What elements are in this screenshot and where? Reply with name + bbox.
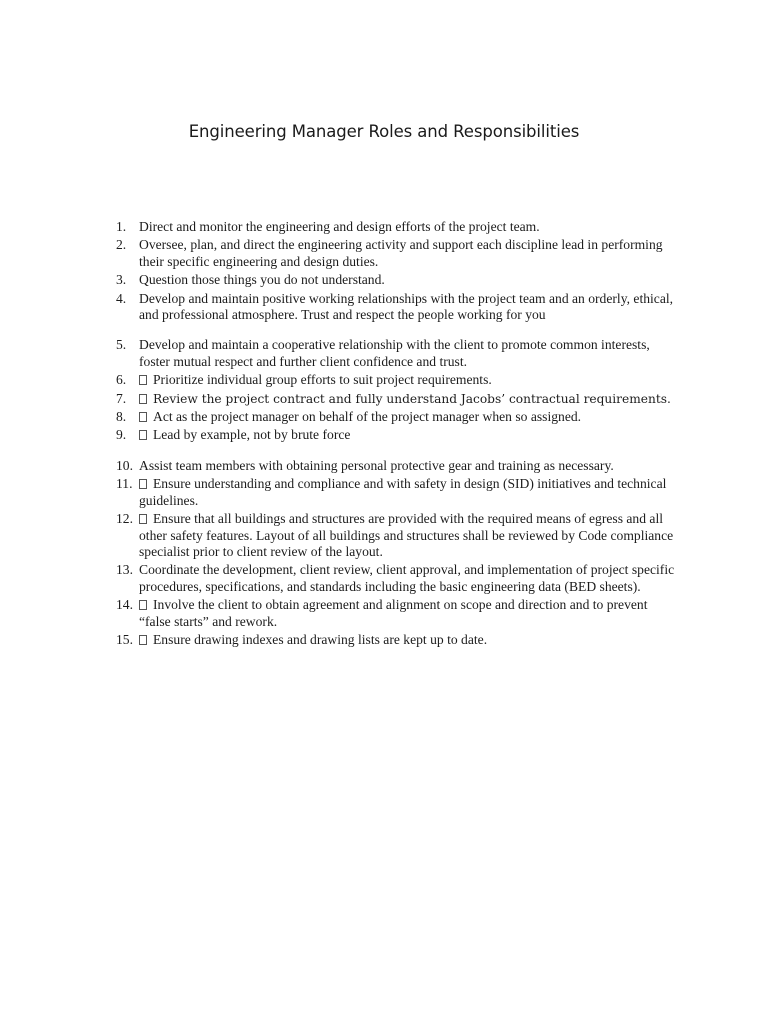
item-text-wrapper <box>139 511 676 560</box>
item-text-wrapper <box>139 391 676 407</box>
item-text-wrapper <box>139 409 676 425</box>
item-number: 15. <box>116 631 133 647</box>
item-number: 8. <box>116 409 127 425</box>
item-text: Question those things you do not understand. <box>139 272 385 288</box>
item-text: Ensure that all buildings and structures are provided with the required means of egress and all other safety features. Layout of all buildings and structures shall be reviewed by Code compliance specialist prior to client review of the layout. <box>139 511 674 559</box>
item-number: 14. <box>116 597 133 613</box>
item-text: Ensure drawing indexes and drawing lists are kept up to date. <box>153 631 488 647</box>
list-item <box>116 219 676 235</box>
item-text: Develop and maintain a cooperative relationship with the client to promote common interests, foster mutual respect and further client confidence and trust. <box>139 337 650 369</box>
item-number: 4. <box>116 290 127 306</box>
list-item <box>116 409 676 425</box>
item-number: 1. <box>116 219 127 234</box>
item-text-wrapper <box>139 427 676 443</box>
item-number: 7. <box>116 390 127 406</box>
list-item <box>116 272 676 288</box>
item-text: Assist team members with obtaining personal protective gear and training as necessary. <box>139 457 614 473</box>
list-item <box>116 458 676 474</box>
item-text-wrapper <box>139 597 676 630</box>
missing-glyph-box-icon <box>139 635 147 645</box>
item-text: Oversee, plan, and direct the engineering activity and support each discipline lead in performing their specific engineering and design duties. <box>139 237 663 269</box>
item-number: 12. <box>116 511 133 527</box>
item-text: Coordinate the development, client review, client approval, and implementation of project specific procedures, specifications, and standards including the basic engineering data (BED sheets). <box>139 562 675 594</box>
item-text: Involve the client to obtain agreement and alignment on scope and direction and to prevent “false starts” and rework. <box>139 597 648 629</box>
missing-glyph-box-icon <box>139 514 147 524</box>
item-text: Ensure understanding and compliance and with safety in design (SID) initiatives and technical guidelines. <box>139 476 667 508</box>
item-number: 6. <box>116 372 127 388</box>
item-number: 13. <box>116 562 133 578</box>
item-text: Develop and maintain positive working relationships with the project team and an orderly, ethical, and professional atmosphere. Trust and respect the people working for you <box>139 290 674 323</box>
list-item <box>116 562 676 595</box>
item-number: 11. <box>116 476 133 492</box>
item-number: 9. <box>116 427 127 443</box>
item-text: Act as the project manager on behalf of the project manager when so assigned. <box>153 409 582 425</box>
missing-glyph-box-icon <box>139 375 147 385</box>
list-item <box>116 237 676 270</box>
item-number: 5. <box>116 337 127 353</box>
list-item <box>116 476 676 509</box>
list-item <box>116 391 676 407</box>
list-item <box>116 632 676 648</box>
list-item <box>116 337 676 370</box>
item-text-wrapper <box>139 632 676 648</box>
list-item <box>116 291 676 324</box>
list-item <box>116 597 676 630</box>
page-title: Engineering Manager Roles and Responsibilities <box>188 122 580 141</box>
missing-glyph-box-icon <box>139 430 147 440</box>
list-item <box>116 511 676 560</box>
item-text: Lead by example, not by brute force <box>153 427 351 443</box>
missing-glyph-box-icon <box>139 600 147 610</box>
item-number: 2. <box>116 237 127 253</box>
responsibilities-list <box>116 219 676 650</box>
item-text: Direct and monitor the engineering and design efforts of the project team. <box>139 219 540 234</box>
missing-glyph-box-icon <box>139 412 147 422</box>
list-item <box>116 427 676 443</box>
item-text-wrapper <box>139 372 676 388</box>
item-text: Prioritize individual group efforts to suit project requirements. <box>153 372 492 388</box>
item-text-wrapper <box>139 476 676 509</box>
item-number: 10. <box>116 457 133 473</box>
missing-glyph-box-icon <box>139 479 147 489</box>
item-number: 3. <box>116 272 127 288</box>
list-item <box>116 372 676 388</box>
missing-glyph-box-icon <box>139 394 147 404</box>
item-text: Review the project contract and fully understand Jacobs’ contractual requirements. <box>153 391 671 406</box>
